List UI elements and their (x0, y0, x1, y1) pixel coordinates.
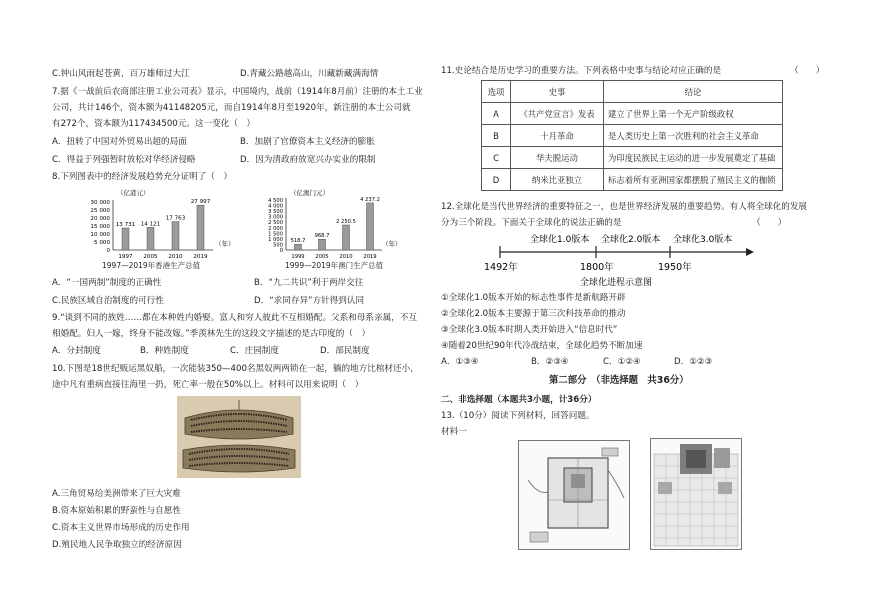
hk-chart-caption: 1997—2019年香港生产总值 (102, 261, 201, 270)
y-tick-label: 2 000 (268, 225, 283, 232)
table-cell: B (482, 125, 511, 147)
ancient-city-map-2 (650, 438, 742, 550)
chart-bar (343, 225, 350, 250)
q7-option-d: D．因为清政府放宽兴办实业的限制 (240, 155, 376, 165)
q12-statement-4: ④随着20世纪90年代冷战结束，全球化趋势不断加速 (441, 341, 643, 351)
table-cell: 是人类历史上第一次胜利的社会主义革命 (604, 125, 783, 147)
timeline-year2: 1800年 (580, 262, 614, 273)
q8-option-b: B．“九二共识”利于两岸交往 (254, 278, 364, 288)
q6-option-d: D.青藏公路越高山，川藏新藏满海情 (240, 69, 379, 79)
table-cell: 标志着所有亚洲国家都摆脱了殖民主义的枷锁 (604, 169, 783, 191)
table-cell: 纳米比亚独立 (511, 169, 604, 191)
q12-option-d: D．①②③ (674, 357, 713, 367)
y-tick-label: 1 500 (268, 231, 283, 238)
q9-option-c: C．庄园制度 (230, 346, 279, 356)
hk-unit-label: （亿港元） (117, 189, 150, 197)
material1-label: 材料一 (441, 427, 467, 437)
timeline-stage1: 全球化1.0版本 (530, 235, 590, 245)
y-tick-label: 20 000 (90, 216, 110, 222)
y-tick-label: 4 500 (268, 198, 283, 204)
q6-option-c: C.钟山风雨起苍黄，百万雄师过大江 (52, 69, 190, 79)
q12-stem-line1: 12.全球化是当代世界经济的重要特征之一，也是世界经济发展的重要趋势。有人将全球化的发展 (441, 202, 808, 212)
table-cell: 建立了世界上第一个无产阶级政权 (604, 103, 783, 125)
q12-statement-3: ③全球化3.0版本时期人类开始进入“信息时代” (441, 325, 618, 335)
y-tick-label: 1 000 (268, 236, 283, 243)
table-row (482, 125, 783, 147)
q8-option-d: D．“求同存异”方针得到认同 (254, 296, 365, 306)
chart-bar (172, 222, 179, 250)
chart-bar (122, 228, 129, 250)
bar-value-label: 2 250.5 (336, 218, 356, 225)
q12-option-c: C．①②④ (603, 357, 641, 367)
table-row (482, 147, 783, 169)
bar-value-label: 17 763 (165, 215, 186, 222)
q12-option-b: B．②③④ (531, 357, 569, 367)
table-cell: 十月革命 (511, 125, 604, 147)
macao-chart-caption: 1999—2019年澳门生产总值 (285, 261, 384, 270)
q9-stem-line1: 9.“谈到不同的族姓……都在本种姓内婚娶。富人和穷人彼此不互相婚配。父系和母系亲属，不互 (52, 313, 417, 323)
ancient-city-map-1 (518, 440, 630, 550)
q8-stem: 8.下列图表中的经济发展趋势充分证明了（ ） (52, 172, 233, 182)
y-tick-label: 3 500 (268, 209, 283, 216)
table-cell: A (482, 103, 511, 125)
timeline-year1: 1492年 (484, 262, 518, 273)
macao-year-label: （年） (382, 240, 402, 248)
table-header-cell: 选项 (482, 81, 511, 103)
y-tick-label: 500 (273, 242, 283, 249)
q8-option-a: A．“一国两制”制度的正确性 (52, 278, 162, 288)
chart-bar (147, 227, 154, 250)
table-header-cell: 结论 (604, 81, 783, 103)
q10-option-a: A.三角贸易给美洲带来了巨大灾难 (52, 489, 181, 499)
bar-value-label: 13 731 (115, 222, 136, 229)
x-tick-label: 2019 (193, 254, 208, 260)
y-tick-label: 0 (279, 248, 283, 254)
timeline-arrow-icon (746, 248, 754, 256)
bar-value-label: 14 121 (140, 221, 161, 228)
y-tick-label: 0 (106, 248, 110, 254)
y-tick-label: 4 000 (268, 203, 283, 210)
q12-statement-2: ②全球化2.0版本主要源于第三次科技革命的推动 (441, 309, 626, 319)
q7-option-c: C．得益于列强暂时放松对华经济侵略 (52, 155, 196, 165)
chart-bar (197, 205, 204, 250)
table-cell: 《共产党宣言》发表 (511, 103, 604, 125)
x-tick-label: 2005 (143, 254, 158, 260)
table-cell: 为印度民族民主运动的进一步发展奠定了基础 (604, 147, 783, 169)
q7-option-a: A．扭转了中国对外贸易出超的局面 (52, 137, 187, 147)
table-cell: D (482, 169, 511, 191)
q9-stem-line2: 相婚配。妇人一嫁，终身不能改嫁。”季羡林先生的这段文字描述的是古印度的（ ） (52, 329, 371, 339)
x-tick-label: 2010 (339, 254, 353, 260)
x-tick-label: 2019 (363, 254, 377, 260)
q7-stem-line3: 有272个，资本额为117434500元。这一变化（ ） (52, 119, 256, 129)
chart-bar (295, 244, 302, 250)
q12-answer-paren: （ ） (752, 218, 787, 228)
q8-option-c: C.民族区域自治制度的可行性 (52, 296, 164, 306)
x-tick-label: 2010 (168, 254, 183, 260)
x-tick-label: 1999 (291, 254, 305, 260)
y-tick-label: 15 000 (90, 224, 110, 230)
hk-year-label: （年） (215, 240, 235, 248)
section2-heading: 二、非选择题（本题共3小题，计36分） (441, 395, 597, 405)
slave-ship-illustration (177, 396, 301, 478)
y-tick-label: 30 000 (90, 200, 110, 206)
q7-option-b: B．加剧了官僚资本主义经济的膨胀 (240, 137, 375, 147)
table-header-row (482, 81, 783, 103)
macao-unit-label: （亿澳门元） (290, 189, 329, 197)
q12-option-a: A．①③④ (441, 357, 479, 367)
q12-statement-1: ①全球化1.0版本开始的标志性事件是新航路开辟 (441, 293, 626, 303)
q12-stem-line2: 分为三个阶段。下面关于全球化的说法正确的是 (441, 218, 622, 228)
q9-option-d: D．部民制度 (320, 346, 370, 356)
q7-stem-line1: 7.据《一战前后农商部注册工业公司表》显示，中国境内，战前（1914年8月前）注册的本土工业 (52, 87, 423, 97)
y-tick-label: 2 500 (268, 220, 283, 227)
chart-bar (367, 203, 374, 250)
q10-stem-line2: 途中凡有重病直接往海里一扔，死亡率一般在50%以上。材料可以用来说明（ ） (52, 380, 364, 390)
bar-value-label: 4 237.2 (360, 196, 380, 203)
bar-value-label: 518.7 (290, 238, 306, 245)
bar-value-label: 27 997 (190, 199, 211, 206)
q10-option-b: B.资本原始积累的野蛮性与自愿性 (52, 506, 181, 516)
timeline-year3: 1950年 (658, 262, 692, 273)
timeline-stage2: 全球化2.0版本 (601, 235, 661, 245)
x-tick-label: 1997 (118, 254, 133, 260)
q11-answer-paren: （ ） (790, 66, 825, 76)
q11-table (481, 80, 783, 191)
q11-stem: 11.史论结合是历史学习的重要方法。下列表格中史事与结论对应正确的是 (441, 66, 722, 76)
table-row (482, 103, 783, 125)
table-row (482, 169, 783, 191)
y-tick-label: 3 000 (268, 214, 283, 221)
q10-option-d: D.殖民地人民争取独立的经济原因 (52, 540, 182, 550)
q13-stem: 13.（10分）阅读下列材料，回答问题。 (441, 411, 595, 421)
x-tick-label: 2005 (315, 254, 329, 260)
y-tick-label: 10 000 (90, 232, 110, 238)
timeline-caption: 全球化进程示意图 (580, 278, 653, 288)
timeline-stage3: 全球化3.0版本 (673, 235, 733, 245)
q9-option-b: B．种姓制度 (140, 346, 189, 356)
table-cell: C (482, 147, 511, 169)
y-tick-label: 25 000 (90, 208, 110, 214)
bar-value-label: 968.7 (314, 233, 330, 240)
chart-bar (319, 239, 326, 250)
q10-option-c: C.资本主义世界市场形成的历史作用 (52, 523, 190, 533)
q9-option-a: A．分封制度 (52, 346, 101, 356)
q7-stem-line2: 公司，共计146个，资本额为41148205元，而自1914年8月至1920年，新注册的本土公司就 (52, 103, 411, 113)
y-tick-label: 5 000 (93, 240, 110, 246)
table-header-cell: 史事 (511, 81, 604, 103)
part2-heading: 第二部分 （非选择题 共36分） (549, 375, 689, 386)
q10-stem-line1: 10.下图是18世纪贩运黑奴船，一次能装350—400名黑奴两两锁在一起，躺的地方比棺材还小， (52, 364, 419, 374)
table-cell: 华夫脱运动 (511, 147, 604, 169)
globalization-timeline (478, 230, 778, 292)
